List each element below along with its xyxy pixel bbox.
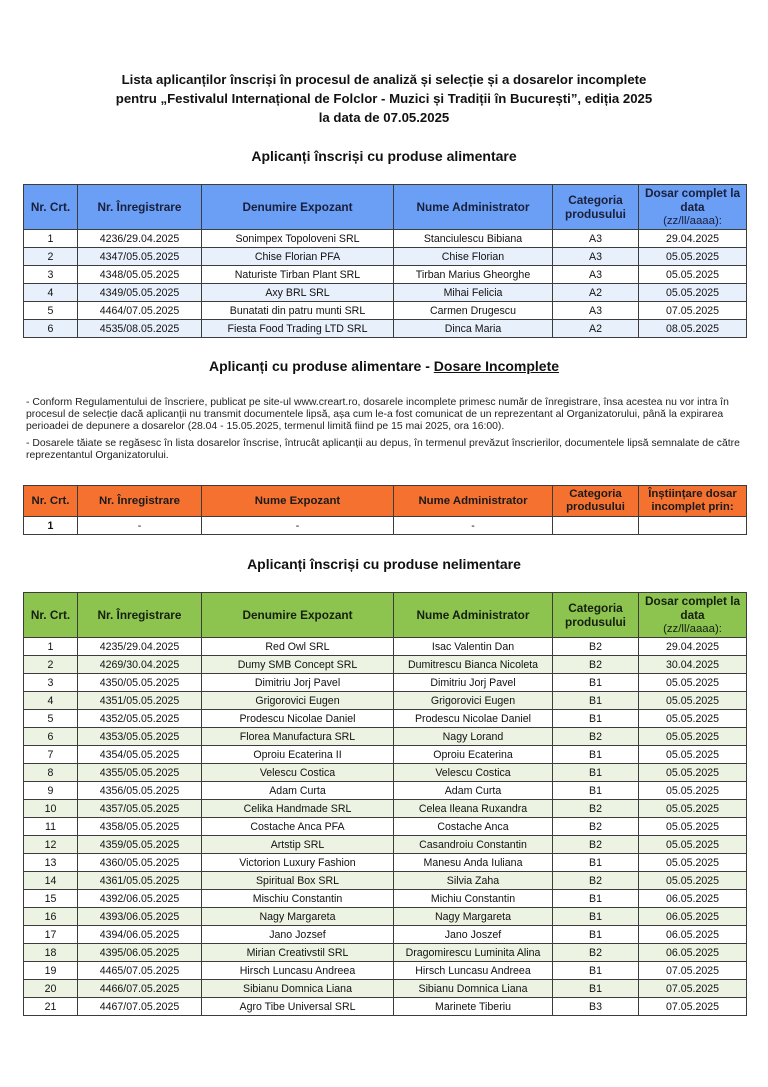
cell-administrator: Dumitrescu Bianca Nicoleta	[394, 656, 553, 674]
col-nr-crt: Nr. Crt.	[24, 593, 78, 638]
cell-nr-inregistrare: 4464/07.05.2025	[78, 302, 202, 320]
cell-administrator: Chise Florian	[394, 248, 553, 266]
cell-nr-crt: 10	[24, 800, 78, 818]
table-row	[24, 962, 747, 980]
cell-nr-crt: 16	[24, 908, 78, 926]
cell-expozant: Sonimpex Topoloveni SRL	[202, 230, 394, 248]
cell-nr-crt: 8	[24, 764, 78, 782]
cell-categoria	[553, 517, 639, 535]
cell-expozant: Fiesta Food Trading LTD SRL	[202, 320, 394, 338]
cell-expozant: Dumy SMB Concept SRL	[202, 656, 394, 674]
col-dosar-complet	[639, 593, 747, 638]
col-nume-administrator: Nume Administrator	[394, 185, 553, 230]
cell-date: 05.05.2025	[639, 764, 747, 782]
cell-administrator: Velescu Costica	[394, 764, 553, 782]
title-line-2: pentru „Festivalul Internațional de Folclor - Muzici și Tradiții în București”, ediția 2025	[115, 91, 653, 106]
cell-nr-inregistrare: 4347/05.05.2025	[78, 248, 202, 266]
cell-nr-inregistrare: 4465/07.05.2025	[78, 962, 202, 980]
cell-date: 07.05.2025	[639, 302, 747, 320]
cell-administrator: Silvia Zaha	[394, 872, 553, 890]
col-nr-inregistrare: Nr. Înregistrare	[78, 593, 202, 638]
cell-nr-inregistrare: 4467/07.05.2025	[78, 998, 202, 1016]
cell-nr-inregistrare: 4355/05.05.2025	[78, 764, 202, 782]
cell-categoria: B1	[553, 764, 639, 782]
cell-nr-inregistrare: 4357/05.05.2025	[78, 800, 202, 818]
cell-nr-inregistrare: 4349/05.05.2025	[78, 284, 202, 302]
cell-nr-crt: 21	[24, 998, 78, 1016]
cell-date: 07.05.2025	[639, 998, 747, 1016]
cell-date	[639, 517, 747, 535]
cell-nr-inregistrare: 4360/05.05.2025	[78, 854, 202, 872]
cell-expozant: Oproiu Ecaterina II	[202, 746, 394, 764]
cell-nr-inregistrare: 4361/05.05.2025	[78, 872, 202, 890]
table-row	[24, 710, 747, 728]
cell-nr-inregistrare: 4466/07.05.2025	[78, 980, 202, 998]
cell-administrator: Michiu Constantin	[394, 890, 553, 908]
cell-nr-crt: 14	[24, 872, 78, 890]
table-row	[24, 517, 747, 535]
cell-administrator: Prodescu Nicolae Daniel	[394, 710, 553, 728]
cell-nr-crt: 6	[24, 728, 78, 746]
table-row	[24, 230, 747, 248]
cell-nr-crt: 2	[24, 656, 78, 674]
cell-date: 05.05.2025	[639, 284, 747, 302]
table-row	[24, 692, 747, 710]
cell-nr-inregistrare: 4352/05.05.2025	[78, 710, 202, 728]
col-dosar-complet	[639, 185, 747, 230]
cell-nr-crt: 5	[24, 710, 78, 728]
cell-administrator: Stanciulescu Bibiana	[394, 230, 553, 248]
table-row	[24, 656, 747, 674]
cell-nr-crt: 18	[24, 944, 78, 962]
cell-categoria: B3	[553, 998, 639, 1016]
cell-date: 06.05.2025	[639, 944, 747, 962]
cell-nr-inregistrare: 4353/05.05.2025	[78, 728, 202, 746]
cell-nr-crt: 20	[24, 980, 78, 998]
cell-categoria: B1	[553, 890, 639, 908]
cell-expozant: Dimitriu Jorj Pavel	[202, 674, 394, 692]
cell-nr-crt: 4	[24, 692, 78, 710]
table-row	[24, 800, 747, 818]
cell-date: 30.04.2025	[639, 656, 747, 674]
cell-expozant: Adam Curta	[202, 782, 394, 800]
cell-date: 05.05.2025	[639, 872, 747, 890]
cell-nr-crt: 4	[24, 284, 78, 302]
table-row	[24, 638, 747, 656]
cell-nr-crt: 5	[24, 302, 78, 320]
cell-administrator: Casandroiu Constantin	[394, 836, 553, 854]
cell-date: 05.05.2025	[639, 818, 747, 836]
cell-nr-inregistrare: -	[78, 517, 202, 535]
col-categoria: Categoria produsului	[553, 185, 639, 230]
document-title	[0, 70, 768, 127]
table-row	[24, 872, 747, 890]
table-row	[24, 926, 747, 944]
cell-administrator: Sibianu Domnica Liana	[394, 980, 553, 998]
cell-date: 06.05.2025	[639, 926, 747, 944]
cell-categoria: A2	[553, 284, 639, 302]
cell-administrator: Marinete Tiberiu	[394, 998, 553, 1016]
cell-date: 05.05.2025	[639, 710, 747, 728]
cell-nr-inregistrare: 4351/05.05.2025	[78, 692, 202, 710]
cell-expozant: Agro Tibe Universal SRL	[202, 998, 394, 1016]
table-row	[24, 764, 747, 782]
cell-categoria: B1	[553, 908, 639, 926]
cell-expozant: Costache Anca PFA	[202, 818, 394, 836]
col-nume-expozant: Nume Expozant	[202, 486, 394, 517]
cell-nr-inregistrare: 4359/05.05.2025	[78, 836, 202, 854]
note-1: - Conform Regulamentului de înscriere, publicat pe site-ul www.creart.ro, dosarele incomplete primesc număr de înregistrare, însa acestea nu vor intra în procesul de selecție dacă aplicanții nu transmit documentele lipsă, așa cum le-a fost comunicat de un reprezentant al Organizatorului, până la expirarea perioadei de depunere a dosarelor (28.04 - 15.05.2025, termenul limită fiind pe 15 mai 2025, ora 16:00).	[26, 397, 729, 433]
cell-expozant: Victorion Luxury Fashion	[202, 854, 394, 872]
cell-expozant: Hirsch Luncasu Andreea	[202, 962, 394, 980]
table-row	[24, 782, 747, 800]
cell-administrator: Adam Curta	[394, 782, 553, 800]
cell-expozant: Artstip SRL	[202, 836, 394, 854]
cell-expozant: Celika Handmade SRL	[202, 800, 394, 818]
table-row	[24, 674, 747, 692]
cell-expozant: Florea Manufactura SRL	[202, 728, 394, 746]
cell-nr-crt: 6	[24, 320, 78, 338]
table-row	[24, 284, 747, 302]
cell-categoria: B1	[553, 674, 639, 692]
table-row	[24, 980, 747, 998]
table-row	[24, 854, 747, 872]
col-denumire-expozant: Denumire Expozant	[202, 593, 394, 638]
col-categoria: Categoria produsului	[553, 593, 639, 638]
col-nr-crt: Nr. Crt.	[24, 185, 78, 230]
cell-administrator: Costache Anca	[394, 818, 553, 836]
cell-categoria: B1	[553, 854, 639, 872]
cell-categoria: B2	[553, 638, 639, 656]
cell-categoria: A3	[553, 230, 639, 248]
food-applicants-table	[23, 184, 747, 338]
cell-expozant: Naturiste Tirban Plant SRL	[202, 266, 394, 284]
cell-categoria: A3	[553, 266, 639, 284]
cell-date: 08.05.2025	[639, 320, 747, 338]
col-nume-administrator: Nume Administrator	[394, 486, 553, 517]
cell-categoria: B2	[553, 836, 639, 854]
cell-nr-crt: 13	[24, 854, 78, 872]
cell-administrator: Isac Valentin Dan	[394, 638, 553, 656]
incomplete-section-title	[0, 358, 768, 374]
table-row	[24, 320, 747, 338]
cell-nr-crt: 1	[24, 638, 78, 656]
cell-categoria: B1	[553, 926, 639, 944]
cell-nr-inregistrare: 4392/06.05.2025	[78, 890, 202, 908]
cell-nr-inregistrare: 4269/30.04.2025	[78, 656, 202, 674]
cell-expozant: Prodescu Nicolae Daniel	[202, 710, 394, 728]
cell-expozant: -	[202, 517, 394, 535]
cell-nr-inregistrare: 4354/05.05.2025	[78, 746, 202, 764]
cell-administrator: Tirban Marius Gheorghe	[394, 266, 553, 284]
cell-categoria: B2	[553, 872, 639, 890]
table-row	[24, 908, 747, 926]
cell-expozant: Nagy Margareta	[202, 908, 394, 926]
nonfood-table-body	[24, 638, 747, 1016]
cell-categoria: B1	[553, 692, 639, 710]
cell-nr-crt: 19	[24, 962, 78, 980]
cell-administrator: Oproiu Ecaterina	[394, 746, 553, 764]
cell-date: 06.05.2025	[639, 908, 747, 926]
cell-date: 07.05.2025	[639, 980, 747, 998]
cell-administrator: Dimitriu Jorj Pavel	[394, 674, 553, 692]
cell-expozant: Jano Jozsef	[202, 926, 394, 944]
cell-nr-crt: 9	[24, 782, 78, 800]
col-categoria: Categoria produsului	[553, 486, 639, 517]
cell-categoria: A3	[553, 302, 639, 320]
cell-nr-crt: 7	[24, 746, 78, 764]
cell-nr-crt: 15	[24, 890, 78, 908]
cell-categoria: B2	[553, 800, 639, 818]
col-date-format: (zz/ll/aaaa):	[663, 215, 722, 227]
cell-nr-crt: 3	[24, 674, 78, 692]
title-line-1: Lista aplicanților înscriși în procesul de analiză și selecție și a dosarelor incomplete	[121, 72, 647, 87]
cell-date: 05.05.2025	[639, 728, 747, 746]
table-row	[24, 944, 747, 962]
cell-categoria: B2	[553, 656, 639, 674]
col-dosar-complet-label: Dosar complet la data	[644, 594, 741, 622]
note-2: - Dosarele tăiate se regăsesc în lista dosarelor înscrise, întrucât aplicanții au depus, în termenul prevăzut înscrierilor, documentele lipsă semnalate de către reprezentantul Organizatorului.	[26, 437, 740, 461]
cell-expozant: Bunatati din patru munti SRL	[202, 302, 394, 320]
table-header-row	[24, 593, 747, 638]
cell-nr-inregistrare: 4348/05.05.2025	[78, 266, 202, 284]
table-row	[24, 746, 747, 764]
cell-expozant: Mirian Creativstil SRL	[202, 944, 394, 962]
col-nr-crt: Nr. Crt.	[24, 486, 78, 517]
cell-administrator: Hirsch Luncasu Andreea	[394, 962, 553, 980]
cell-categoria: A2	[553, 320, 639, 338]
col-instiintare: Înștiințare dosar incomplet prin:	[639, 486, 747, 517]
cell-date: 05.05.2025	[639, 692, 747, 710]
cell-expozant: Chise Florian PFA	[202, 248, 394, 266]
cell-nr-crt: 2	[24, 248, 78, 266]
cell-administrator: Dinca Maria	[394, 320, 553, 338]
incomplete-files-table	[23, 485, 747, 535]
cell-nr-inregistrare: 4235/29.04.2025	[78, 638, 202, 656]
cell-nr-inregistrare: 4394/06.05.2025	[78, 926, 202, 944]
food-section-title: Aplicanți înscriși cu produse alimentare	[251, 148, 517, 164]
cell-nr-inregistrare: 4356/05.05.2025	[78, 782, 202, 800]
cell-date: 05.05.2025	[639, 746, 747, 764]
incomplete-notes	[26, 397, 746, 466]
cell-administrator: Grigorovici Eugen	[394, 692, 553, 710]
cell-categoria: B1	[553, 710, 639, 728]
col-nr-inregistrare: Nr. Înregistrare	[78, 486, 202, 517]
cell-expozant: Grigorovici Eugen	[202, 692, 394, 710]
table-header-row	[24, 185, 747, 230]
nonfood-applicants-table	[23, 592, 747, 1016]
col-nume-administrator: Nume Administrator	[394, 593, 553, 638]
cell-date: 29.04.2025	[639, 230, 747, 248]
cell-nr-crt: 3	[24, 266, 78, 284]
cell-nr-crt: 17	[24, 926, 78, 944]
cell-categoria: B1	[553, 962, 639, 980]
nonfood-section-title: Aplicanți înscriși cu produse nelimentare	[247, 556, 521, 572]
cell-nr-crt: 12	[24, 836, 78, 854]
cell-nr-inregistrare: 4535/08.05.2025	[78, 320, 202, 338]
cell-categoria: B1	[553, 746, 639, 764]
title-line-3: la data de 07.05.2025	[318, 110, 450, 125]
cell-expozant: Red Owl SRL	[202, 638, 394, 656]
cell-date: 05.05.2025	[639, 800, 747, 818]
cell-date: 05.05.2025	[639, 674, 747, 692]
table-row	[24, 302, 747, 320]
col-date-format: (zz/ll/aaaa):	[663, 623, 722, 635]
food-table-body	[24, 230, 747, 338]
col-dosar-complet-label: Dosar complet la data	[644, 186, 741, 214]
table-row	[24, 836, 747, 854]
cell-nr-inregistrare: 4393/06.05.2025	[78, 908, 202, 926]
cell-categoria: B1	[553, 782, 639, 800]
cell-date: 05.05.2025	[639, 248, 747, 266]
col-nr-inregistrare: Nr. Înregistrare	[78, 185, 202, 230]
cell-date: 06.05.2025	[639, 890, 747, 908]
cell-date: 05.05.2025	[639, 266, 747, 284]
cell-administrator: Mihai Felicia	[394, 284, 553, 302]
cell-nr-crt: 1	[24, 517, 78, 535]
cell-administrator: Jano Joszef	[394, 926, 553, 944]
cell-nr-inregistrare: 4395/06.05.2025	[78, 944, 202, 962]
cell-categoria: B1	[553, 980, 639, 998]
cell-administrator: -	[394, 517, 553, 535]
cell-categoria: B2	[553, 818, 639, 836]
cell-date: 07.05.2025	[639, 962, 747, 980]
table-row	[24, 818, 747, 836]
table-row	[24, 248, 747, 266]
table-row	[24, 890, 747, 908]
cell-categoria: B2	[553, 728, 639, 746]
incomplete-title-underlined: Dosare Incomplete	[433, 358, 560, 374]
cell-administrator: Nagy Lorand	[394, 728, 553, 746]
cell-categoria: A3	[553, 248, 639, 266]
cell-expozant: Mischiu Constantin	[202, 890, 394, 908]
cell-expozant: Sibianu Domnica Liana	[202, 980, 394, 998]
cell-nr-inregistrare: 4358/05.05.2025	[78, 818, 202, 836]
table-row	[24, 266, 747, 284]
cell-date: 29.04.2025	[639, 638, 747, 656]
table-row	[24, 728, 747, 746]
cell-categoria: B2	[553, 944, 639, 962]
cell-expozant: Velescu Costica	[202, 764, 394, 782]
cell-nr-crt: 1	[24, 230, 78, 248]
cell-administrator: Celea Ileana Ruxandra	[394, 800, 553, 818]
cell-administrator: Manesu Anda Iuliana	[394, 854, 553, 872]
cell-date: 05.05.2025	[639, 782, 747, 800]
table-row	[24, 998, 747, 1016]
cell-nr-inregistrare: 4350/05.05.2025	[78, 674, 202, 692]
cell-administrator: Nagy Margareta	[394, 908, 553, 926]
cell-expozant: Spiritual Box SRL	[202, 872, 394, 890]
cell-administrator: Carmen Drugescu	[394, 302, 553, 320]
incomplete-title-prefix: Aplicanți cu produse alimentare -	[208, 358, 434, 374]
cell-administrator: Dragomirescu Luminita Alina	[394, 944, 553, 962]
cell-date: 05.05.2025	[639, 836, 747, 854]
cell-date: 05.05.2025	[639, 854, 747, 872]
table-header-row	[24, 486, 747, 517]
cell-expozant: Axy BRL SRL	[202, 284, 394, 302]
cell-nr-crt: 11	[24, 818, 78, 836]
cell-nr-inregistrare: 4236/29.04.2025	[78, 230, 202, 248]
incomplete-table-body	[24, 517, 747, 535]
col-denumire-expozant: Denumire Expozant	[202, 185, 394, 230]
